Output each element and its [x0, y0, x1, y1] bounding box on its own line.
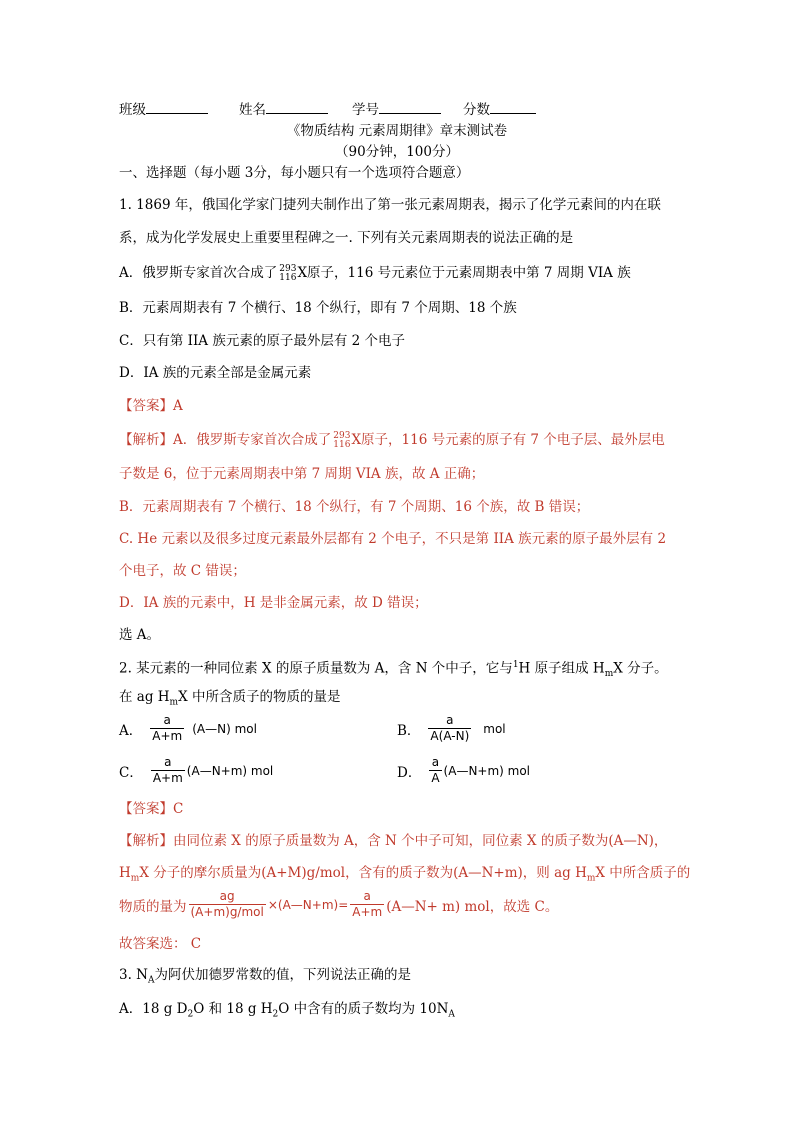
- fraction-denominator: A+m: [352, 905, 383, 919]
- fraction-denominator: A(A-N): [430, 729, 470, 743]
- q1-analysis-line1: [119, 431, 665, 450]
- q3-stem-text: 3. N: [119, 967, 148, 983]
- q1-analysis-line3: B．元素周期表有 7 个横行、18 个纵行，有 7 个周期、16 个族，故 B 错误；: [119, 499, 590, 515]
- class-label: 班级: [119, 102, 146, 118]
- q3-option-sub: 2: [272, 1009, 279, 1020]
- q2-analysis-line3: [119, 889, 558, 920]
- answer-value: C: [173, 801, 184, 817]
- q2-stem-line1: [119, 656, 668, 683]
- option-text: (A—N+m) mol: [186, 763, 274, 778]
- id-blank: [379, 99, 441, 114]
- option-text: (A—N) mol: [192, 721, 257, 736]
- q1-analysis-line2: 子数是 6，位于元素周期表中第 7 周期 VIA 族，故 A 正确；: [119, 466, 485, 482]
- fraction-numerator: a: [363, 889, 371, 903]
- q3-option-text: A．18 g D: [119, 1001, 188, 1017]
- answer-tag: 【答案】: [119, 801, 173, 817]
- q2-stem-text: X 分子。: [613, 660, 668, 677]
- id-field: [352, 98, 441, 118]
- q2-analysis-line1: [119, 832, 667, 850]
- q2-stem-sub: m: [169, 697, 179, 708]
- fraction-denominator: (A+m)g/mol: [190, 905, 264, 919]
- q1-option-d: D．IA 族的元素全部是金属元素: [119, 365, 312, 381]
- fraction-numerator: a: [431, 755, 440, 769]
- section-heading: 一、选择题（每小题 3分，每小题只有一个选项符合题意）: [119, 165, 470, 181]
- score-field: [463, 98, 536, 118]
- option-label: B．: [397, 722, 421, 739]
- analysis-text: X 中所含质子的: [595, 865, 691, 881]
- q2-stem-line2: [119, 688, 341, 712]
- q1-conclusion: 选 A。: [119, 627, 161, 643]
- nuclide-notation: [333, 432, 350, 450]
- q2-stem-text: 在 ag H: [119, 689, 170, 705]
- analysis-sub: m: [130, 873, 140, 884]
- fraction-denominator: A: [431, 771, 440, 785]
- analysis-text: 物质的量为: [119, 898, 187, 915]
- q2-stem-text: 2. 某元素的一种同位素 X 的原子质量数为 A，含 N 个中子，它与: [119, 660, 513, 677]
- id-label: 学号: [352, 102, 379, 118]
- q2-option-c: [119, 755, 273, 786]
- q1-analysis-line4: C. He 元素以及很多过度元素最外层都有 2 个电子，不只是第 IIA 族元素的原子最外层有 2: [119, 531, 667, 547]
- q1-option-b: B．元素周期表有 7 个横行、18 个纵行，即有 7 个周期、18 个族: [119, 300, 517, 316]
- fraction: [151, 755, 185, 786]
- class-field: [119, 98, 208, 118]
- q3-option-text: O 和 18 g H: [193, 1001, 273, 1017]
- fraction: [189, 889, 266, 920]
- class-blank: [146, 99, 208, 114]
- analysis-text: 由同位素 X 的原子质量数为 A，含 N 个中子可知，同位素 X 的质子数为(A—N)，: [173, 833, 668, 849]
- q2-stem-sup: 1: [512, 660, 519, 670]
- analysis-text: ×(A—N+m)=: [267, 897, 349, 912]
- q3-option-text: O 中含有的质子数均为 10N: [278, 1001, 449, 1017]
- score-label: 分数: [463, 102, 490, 118]
- nuclide-mass: 293: [333, 430, 351, 441]
- exam-subtitle: （90分钟，100分）: [335, 144, 459, 160]
- analysis-tag: 【解析】: [119, 833, 173, 849]
- answer-value: A: [173, 398, 183, 414]
- q3-stem-text: 为阿伏加德罗常数的值，下列说法正确的是: [154, 967, 411, 983]
- option-label: C．: [119, 764, 143, 781]
- analysis-tag: 【解析】: [119, 432, 173, 448]
- nuclide-notation: [279, 265, 296, 283]
- q2-stem-text: X 中所含质子的物质的量是: [178, 689, 341, 705]
- q3-stem-sub: A: [147, 975, 155, 986]
- analysis-sub: m: [586, 873, 596, 884]
- q1-stem-line1: 1. 1869 年，俄国化学家门捷列夫制作出了第一张元素周期表，揭示了化学元素间的内在联: [119, 197, 661, 213]
- score-blank: [490, 99, 536, 114]
- q2-final-answer: 故答案选： C: [119, 936, 202, 952]
- exam-title: 《物质结构 元素周期律》章末测试卷: [286, 123, 508, 139]
- q1-answer: [119, 397, 183, 415]
- fraction: [428, 713, 471, 744]
- q2-analysis-line2: [119, 864, 690, 888]
- analysis-text: H: [119, 865, 131, 881]
- analysis-text: A．俄罗斯专家首次合成了: [173, 432, 332, 448]
- q3-stem: [119, 966, 411, 990]
- q2-stem-sub: m: [604, 669, 614, 680]
- option-label: A．: [119, 722, 143, 739]
- name-field: [239, 98, 328, 118]
- q1-analysis-line5: 个电子，故 C 错误；: [119, 563, 246, 579]
- q1-option-a: [119, 264, 631, 283]
- fraction-numerator: ag: [219, 889, 235, 903]
- fraction-numerator: a: [164, 755, 172, 769]
- q2-option-a: [119, 713, 257, 744]
- q1-analysis-line6: D．IA 族的元素中，H 是非金属元素，故 D 错误；: [119, 595, 428, 611]
- option-label: D．: [397, 764, 422, 781]
- analysis-text: X原子，116 号元素的原子有 7 个电子层、最外层电: [351, 432, 665, 448]
- name-blank: [266, 99, 328, 114]
- analysis-text: (A—N+ m) mol，故选 C。: [386, 898, 559, 915]
- fraction-numerator: a: [163, 713, 171, 727]
- fraction: [350, 889, 384, 920]
- fraction-numerator: a: [446, 713, 454, 727]
- q2-answer: [119, 800, 183, 818]
- q1-stem-line2: 系，成为化学发展史上重要里程碑之一. 下列有关元素周期表的说法正确的是: [119, 230, 574, 246]
- analysis-text: X 分子的摩尔质量为(A+M)g/mol，含有的质子数为(A—N+m)，则 ag H: [139, 865, 587, 881]
- option-text: mol: [483, 721, 506, 736]
- q2-option-d: [397, 755, 530, 786]
- answer-tag: 【答案】: [119, 398, 173, 414]
- nuclide-number: 116: [279, 272, 297, 283]
- q3-option-a: [119, 1000, 455, 1024]
- nuclide-mass: 293: [279, 263, 297, 274]
- q2-option-b: [397, 713, 506, 744]
- option-text: (A—N+m) mol: [443, 763, 531, 778]
- q3-option-sub: 2: [187, 1009, 194, 1020]
- fraction: [150, 713, 184, 744]
- q2-stem-text: H 原子组成 H: [518, 660, 605, 677]
- name-label: 姓名: [239, 102, 266, 118]
- q1-option-a-post: X原子，116 号元素位于元素周期表中第 7 周期 VIA 族: [297, 265, 631, 281]
- fraction-denominator: A+m: [152, 729, 183, 743]
- q1-option-c: C．只有第 IIA 族元素的原子最外层有 2 个电子: [119, 333, 405, 349]
- nuclide-number: 116: [333, 439, 351, 450]
- q1-option-a-pre: A．俄罗斯专家首次合成了: [119, 265, 278, 281]
- fraction-denominator: A+m: [152, 771, 183, 785]
- q3-option-sub: A: [448, 1009, 455, 1020]
- fraction: [429, 755, 441, 786]
